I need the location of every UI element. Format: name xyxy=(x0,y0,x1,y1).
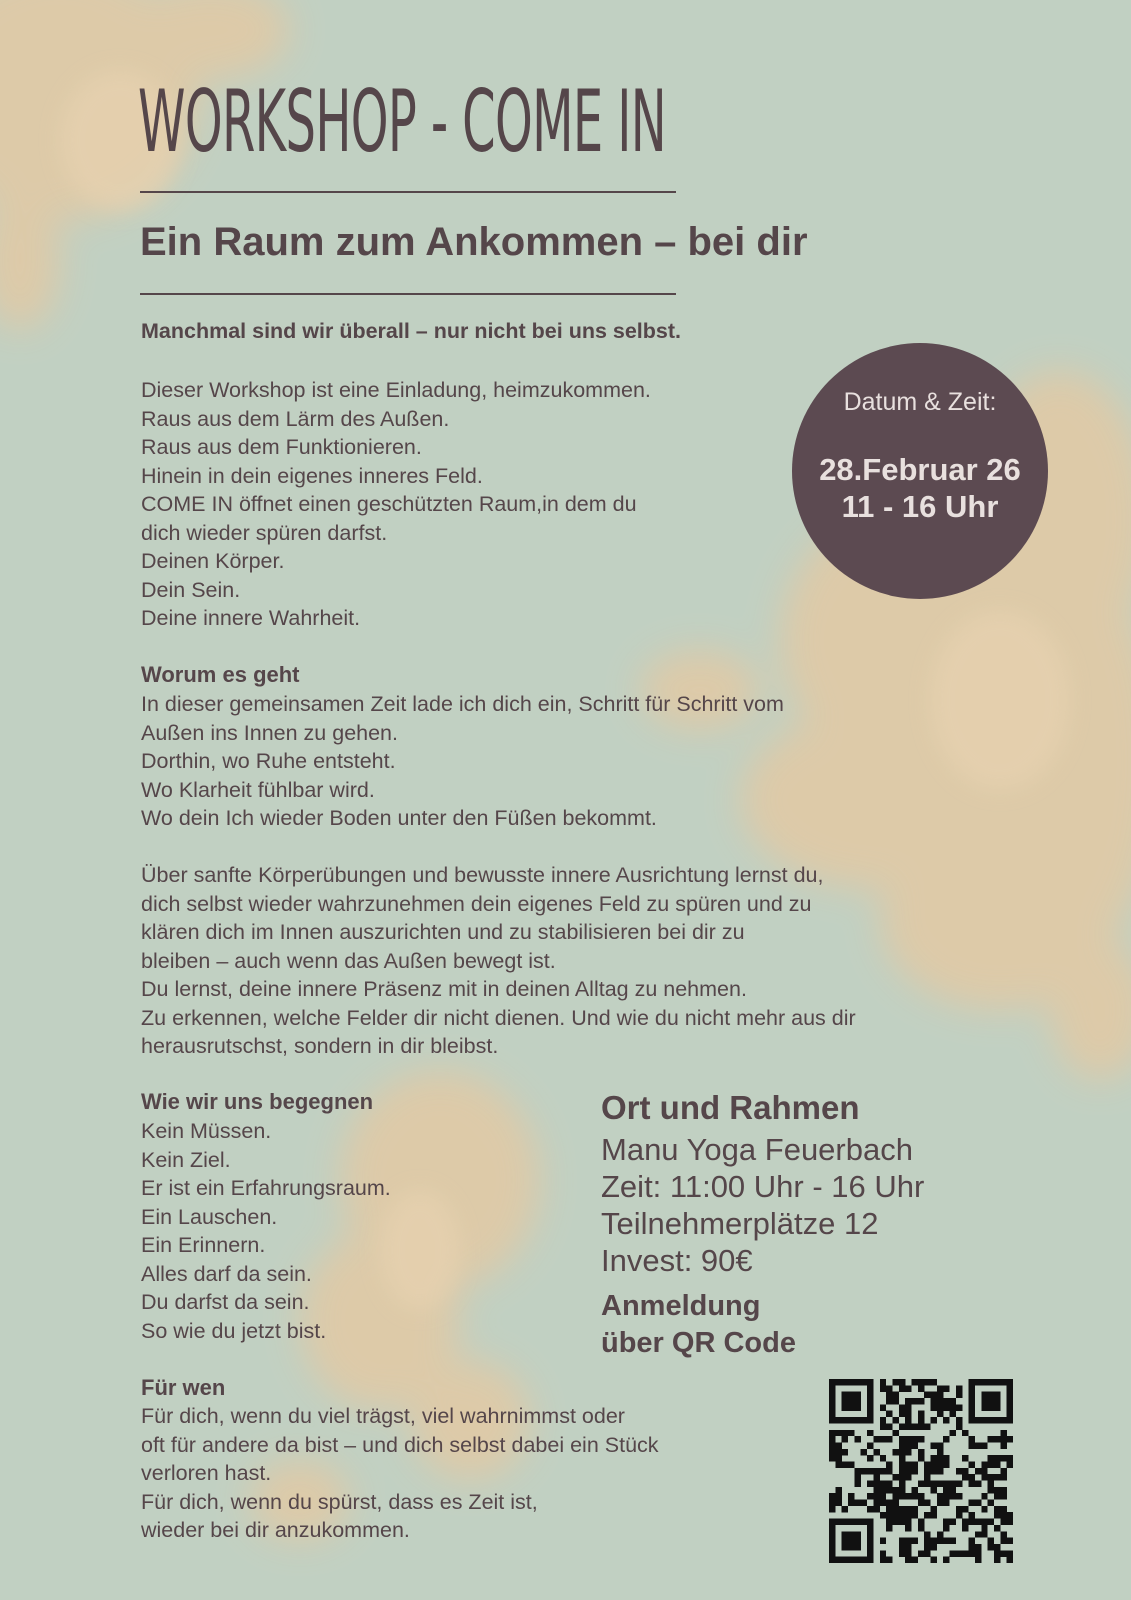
registration-note: Anmeldung über QR Code xyxy=(601,1290,796,1359)
begegnen-heading: Wie wir uns begegnen xyxy=(141,1089,374,1114)
divider-top xyxy=(140,191,676,193)
ort-details: Manu Yoga Feuerbach Zeit: 11:00 Uhr - 16 Uhr Teilnehmerplätze 12 Invest: 90€ xyxy=(601,1132,925,1278)
qr-code-icon[interactable] xyxy=(829,1379,1013,1563)
fuer-wen-text: Für dich, wenn du viel trägst, viel wahrnimmst oder oft für andere da bist – und dich selbst dabei ein Stück verloren hast. Für dich, wenn du spürst, dass es Zeit ist, wieder bei dir anzukommen. xyxy=(141,1404,659,1542)
begegnen-text: Kein Müssen. Kein Ziel. Er ist ein Erfahrungsraum. Ein Lauschen. Ein Erinnern. Alles darf da sein. Du darfst da sein. So wie du jetzt bist. xyxy=(141,1119,391,1343)
divider-bottom xyxy=(140,293,676,295)
lead-sentence: Manchmal sind wir überall – nur nicht bei uns selbst. xyxy=(141,319,681,343)
date-label: Datum & Zeit: xyxy=(843,388,997,416)
paragraph-practice: Über sanfte Körperübungen und bewusste innere Ausrichtung lernst du, dich selbst wieder wahrzunehmen dein eigenes Feld zu spüren und zu klären dich im Innen auszurichten und zu stabilisieren bei dir zu bleiben – auch wenn das Außen bewegt ist. Du lernst, deine innere Präsenz mit in deinen Alltag zu nehmen. Zu erkennen, welche Felder dir nicht dienen. Und wie du nicht mehr aus dir herausrutschst, sondern in dir bleibst. xyxy=(141,863,856,1058)
date-value: 28.Februar 26 11 - 16 Uhr xyxy=(819,452,1021,524)
fuer-wen-heading: Für wen xyxy=(141,1375,226,1400)
intro-text: Dieser Workshop ist eine Einladung, heimzukommen. Raus aus dem Lärm des Außen. Raus aus dem Funktionieren. Hinein in dein eigenes inneres Feld. COME IN öffnet einen geschützten Raum,in dem du dich wieder spüren darfst. Deinen Körper. Dein Sein. Deine innere Wahrheit. xyxy=(141,378,651,630)
page-title: WORKSHOP - COME IN xyxy=(138,72,667,172)
worum-heading: Worum es geht xyxy=(141,662,300,687)
date-badge xyxy=(792,343,1048,599)
subtitle: Ein Raum zum Ankommen – bei dir xyxy=(140,220,808,264)
worum-text: In dieser gemeinsamen Zeit lade ich dich ein, Schritt für Schritt vom Außen ins Innen zu gehen. Dorthin, wo Ruhe entsteht. Wo Klarheit fühlbar wird. Wo dein Ich wieder Boden unter den Füßen bekommt. xyxy=(141,692,784,830)
ort-heading: Ort und Rahmen xyxy=(601,1089,860,1126)
